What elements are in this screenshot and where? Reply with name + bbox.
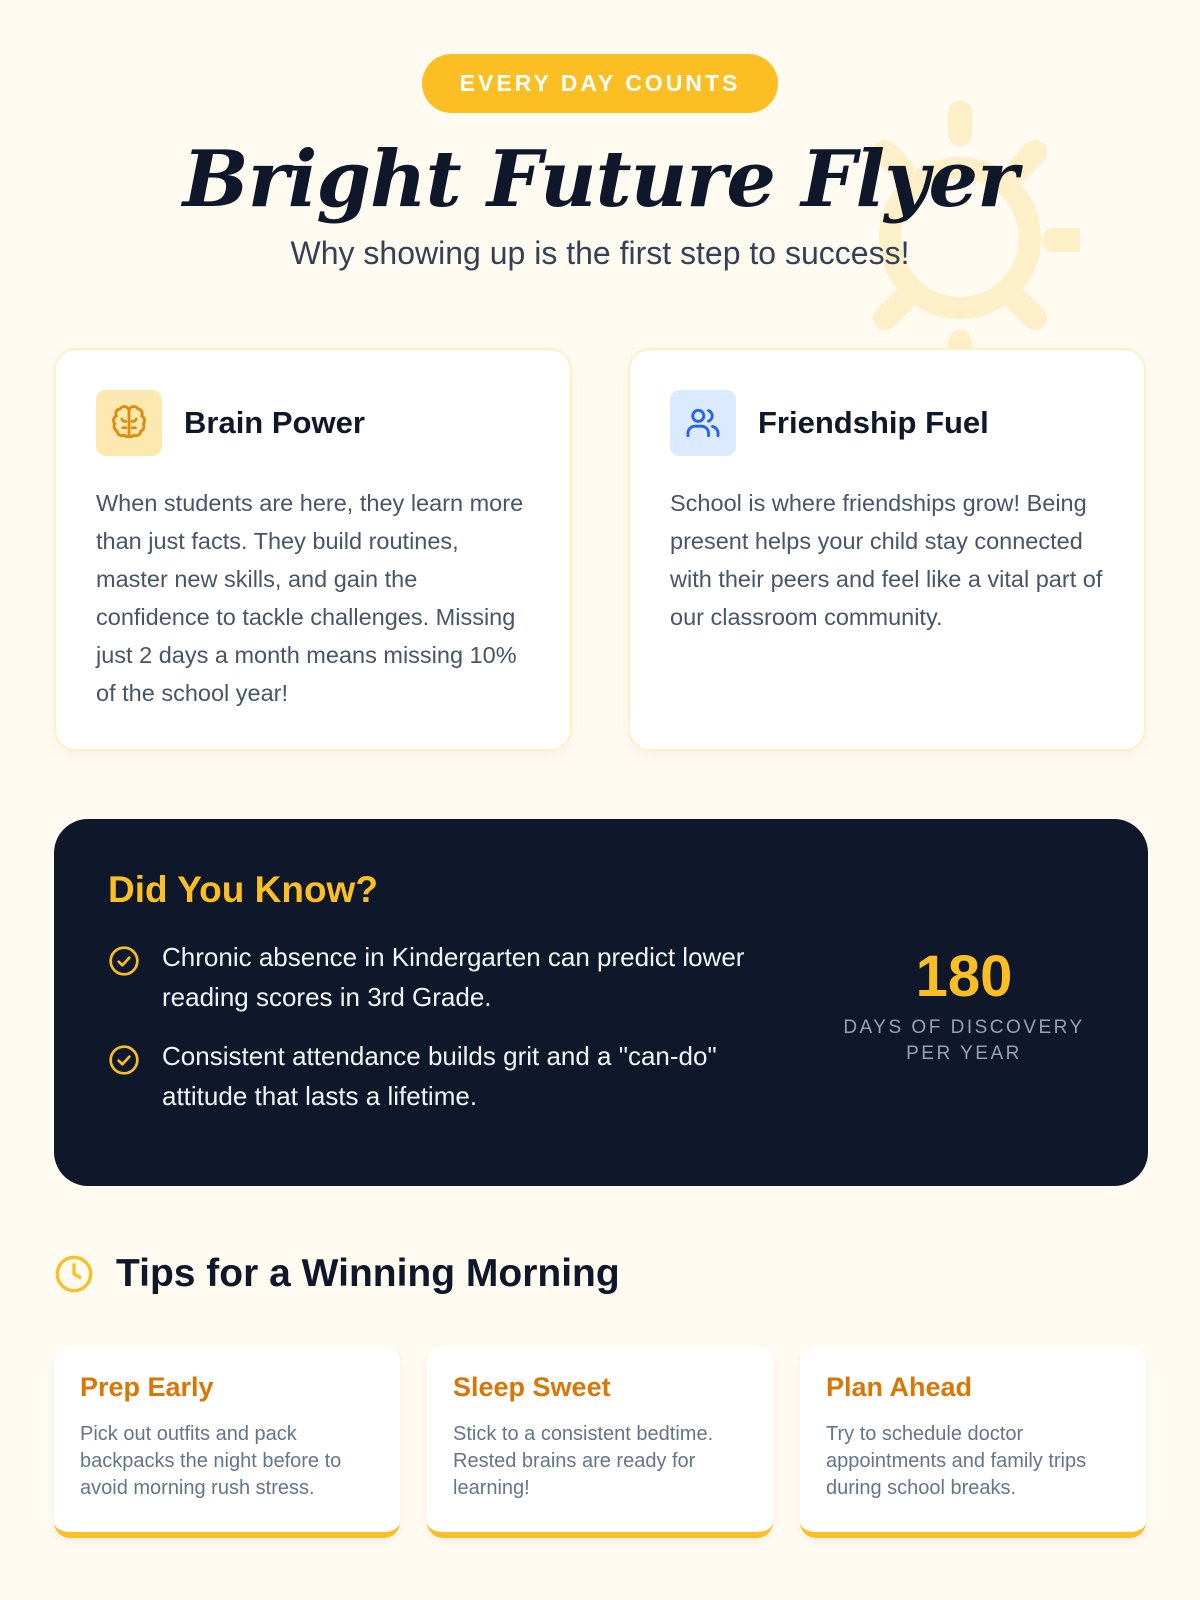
tip-card-prep-early: [54, 1346, 400, 1538]
tip-title: Prep Early: [80, 1372, 214, 1402]
list-item: [108, 937, 748, 1017]
tip-card-sleep-sweet: [427, 1346, 773, 1538]
tip-body: Try to schedule doctor appointments and family trips during school breaks.: [826, 1423, 1087, 1499]
page-title: Bright Future Flyer: [182, 134, 1018, 225]
tip-title: Plan Ahead: [826, 1372, 973, 1402]
card-body: School is where friendships grow! Being present helps your child stay connected with their peers and feel like a vital part of our classroom community.: [670, 490, 1103, 630]
tips-header: [54, 1252, 620, 1296]
fact-text: Chronic absence in Kindergarten can predict lower reading scores in 3rd Grade.: [162, 942, 745, 1012]
did-you-know-title: Did You Know?: [108, 869, 378, 910]
header-badge: EVERY DAY COUNTS: [422, 54, 778, 113]
card-header: [670, 390, 1104, 456]
card-body: When students are here, they learn more than just facts. They build routines, master new skills, and gain the confidence to tackle challenges. Missing just 2 days a month means missing 10% of the school year!: [96, 490, 524, 706]
card-title: Friendship Fuel: [758, 405, 989, 440]
clock-icon: [54, 1254, 94, 1294]
users-icon: [670, 390, 736, 456]
stat-block: [834, 944, 1094, 1067]
tips-title: Tips for a Winning Morning: [116, 1252, 620, 1295]
page-subtitle: Why showing up is the first step to success!: [290, 235, 910, 271]
stat-number: 180: [915, 944, 1013, 1009]
card-header: [96, 390, 530, 456]
stat-label: DAYS OF DISCOVERY PER YEAR: [843, 1017, 1085, 1064]
check-circle-icon: [108, 1044, 140, 1076]
brain-icon: [96, 390, 162, 456]
did-you-know-panel: [54, 819, 1148, 1186]
card-title: Brain Power: [184, 405, 365, 440]
tip-card-plan-ahead: [800, 1346, 1146, 1538]
friendship-fuel-card: [628, 348, 1146, 751]
check-circle-icon: [108, 945, 140, 977]
facts-list: [108, 937, 748, 1116]
fact-text: Consistent attendance builds grit and a "can-do" attitude that lasts a lifetime.: [162, 1041, 717, 1111]
tip-title: Sleep Sweet: [453, 1372, 611, 1402]
tip-body: Pick out outfits and pack backpacks the night before to avoid morning rush stress.: [80, 1423, 342, 1499]
list-item: [108, 1036, 748, 1116]
brain-power-card: [54, 348, 572, 751]
tip-body: Stick to a consistent bedtime. Rested brains are ready for learning!: [453, 1423, 714, 1499]
